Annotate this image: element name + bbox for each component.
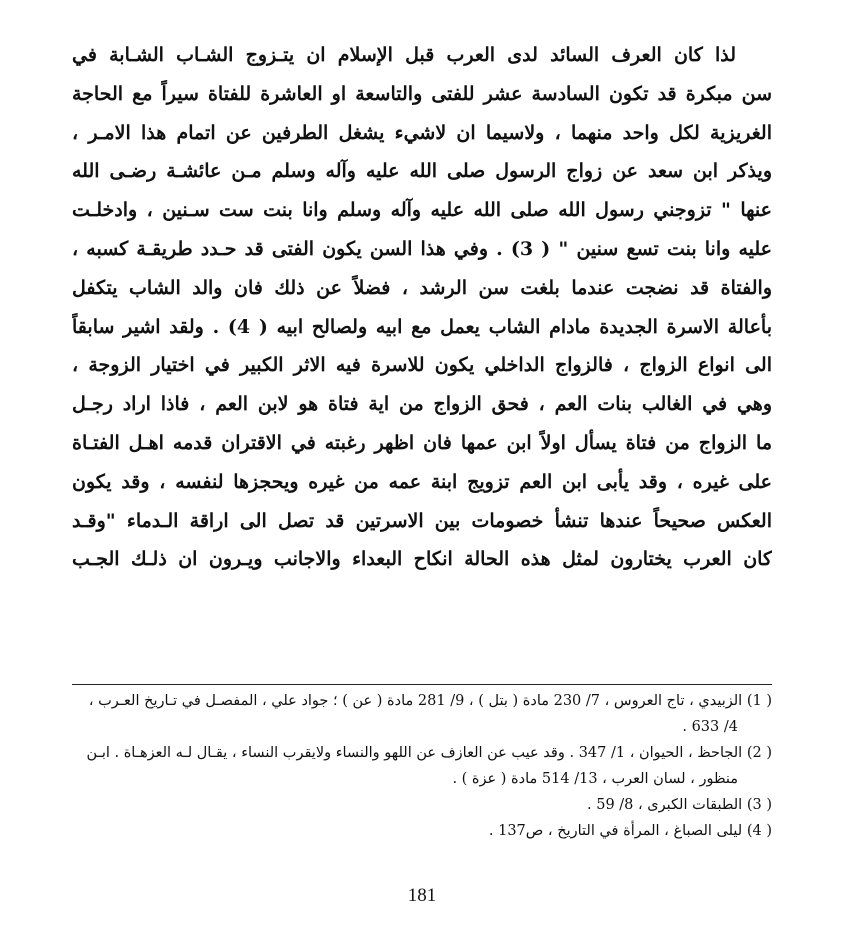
footnotes — [72, 688, 772, 844]
body-line-2: سن مبكرة قد تكون السادسة عشر للفتى والتاسعة او العاشرة للفتاة سيراً مع الحاجة — [72, 82, 772, 105]
footnote-3: ( 3) الطبقات الكبرى ، 8/ 59 . — [587, 797, 772, 813]
body-line-6: عليه وانا بنت تسع سنين " ( 3) . وفي هذا السن يكون الفتى قد حـدد طريقـة كسبه ، — [72, 237, 772, 260]
footnote-2-continuation: منظور ، لسان العرب ، 13/ 514 مادة ( عزة ) . — [452, 771, 738, 787]
body-line-9: الى انواع الزواج ، فالزواج الداخلي يكون للاسرة فيه الاثر الكبير في اختيار الزوجة ، — [72, 354, 772, 377]
footnote-divider — [72, 684, 772, 685]
footnote-4: ( 4) ليلى الصباغ ، المرأة في التاريخ ، ص137 . — [488, 823, 772, 839]
footnote-1-continuation: 4/ 633 . — [682, 719, 738, 735]
body-line-5: عنها " تزوجني رسول الله صلى الله عليه وآله وسلم وانا بنت ست سـنين ، وادخلـت — [72, 199, 772, 222]
footnote-1: ( 1) الزبيدي ، تاج العروس ، 7/ 230 مادة ( بتل ) ، 9/ 281 مادة ( عن ) ؛ جواد علي ، المفصـل في تـاريخ العـرب ، — [88, 693, 772, 709]
body-line-10: وهي في الغالب بنات العم ، فحق الزواج من اية فتاة هو لابن العم ، فاذا اراد رجـل — [72, 393, 772, 416]
body-line-11: ما الزواج من فتاة يسأل اولاً ابن عمها فان اظهر رغبته في الاقتران قدمه اهـل الفتـاة — [72, 431, 772, 454]
body-line-8: بأعالة الاسرة الجديدة مادام الشاب يعمل مع ابيه ولصالح ابيه ( 4) . ولقد اشير سابقاً — [72, 315, 772, 338]
body-line-1: لذا كان العرف السائد لدى العرب قبل الإسلام ان يتـزوج الشـاب الشـابة في — [72, 44, 736, 66]
footnote-2: ( 2) الجاحظ ، الحيوان ، 1/ 347 . وقد عيب عن العازف عن اللهو والنساء ولايقرب النساء ، يقـال لـه العزهـاة . ابـن — [86, 745, 772, 761]
body-line-12: على غيره ، وقد يأبى ابن العم تزويج ابنة عمه من غيره ويحجزها لنفسه ، وقد يكون — [72, 470, 772, 493]
body-line-4: ويذكر ابن سعد عن زواج الرسول صلى الله عليه وآله وسلم مـن عائشـة رضـى الله — [72, 160, 772, 183]
main-paragraph — [72, 36, 772, 579]
body-line-14: كان العرب يختارون لمثل هذه الحالة انكاح البعداء والاجانب ويـرون ان ذلـك الجـب — [72, 548, 772, 571]
body-line-3: الغريزية لكل واحد منهما ، ولاسيما ان لاشيء يشغل الطرفين عن اتمام هذا الامـر ، — [72, 121, 772, 144]
page-number: 181 — [407, 885, 437, 906]
body-line-13: العكس صحيحاً عندها تنشأ خصومات بين الاسرتين قد تصل الى اراقة الـدماء "وقـد — [72, 509, 772, 532]
body-line-7: والفتاة قد نضجت عندما بلغت سن الرشد ، فضلاً عن ذلك فان والد الشاب يتكفل — [72, 276, 772, 299]
